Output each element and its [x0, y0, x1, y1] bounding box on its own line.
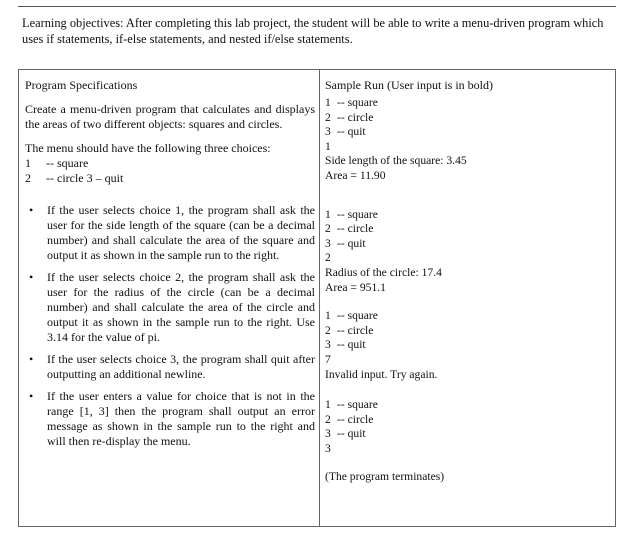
- bullet-icon: •: [29, 203, 34, 217]
- requirements-list: [25, 203, 315, 449]
- sample-run-block-3: 1 -- square 2 -- circle 3 -- quit 7 Invalid input. Try again.: [325, 309, 611, 382]
- specifications-intro: Create a menu-driven program that calculates and displays the areas of two different objects: squares and circles.: [25, 102, 315, 131]
- sample-run-block-4: 1 -- square 2 -- circle 3 -- quit 3: [325, 398, 611, 456]
- menu-choice-1-number: 1: [25, 156, 31, 170]
- column-divider: [319, 70, 320, 526]
- user-input: 2: [325, 251, 331, 265]
- specifications-header: Program Specifications: [25, 78, 138, 92]
- bullet-icon: •: [29, 270, 34, 284]
- program-terminates-note: (The program terminates): [325, 470, 445, 484]
- user-input: 3: [325, 441, 331, 455]
- sample-run-column: [325, 78, 611, 485]
- menu-choice-2-number: 2: [25, 171, 31, 185]
- bullet-icon: •: [29, 352, 34, 366]
- requirement-item: • If the user selects choice 1, the program shall ask the user for the side length of the square (can be a decimal number) and shall calculate the area of the square and output it as shown in the sample run to the right.: [29, 203, 315, 262]
- user-input: 7: [325, 352, 331, 366]
- sample-run-header: Sample Run (User input is in bold): [325, 78, 493, 92]
- learning-objectives: Learning objectives: After completing this lab project, the student will be able to write a menu-driven program which uses if statements, if-else statements, and nested if/else statements.: [22, 16, 604, 46]
- requirement-item: • If the user selects choice 2, the program shall ask the user for the radius of the circle (can be a decimal number) and shall calculate the area of the circle and output it as shown in the sample run to the right. Use 3.14 for the value of pi.: [29, 270, 315, 344]
- sample-run-block-1: 1 -- square 2 -- circle 3 -- quit 1 Side length of the square: 3.45 Area = 11.90: [325, 96, 611, 184]
- requirement-item: • If the user enters a value for choice that is not in the range [1, 3] then the program shall output an error message as shown in the sample run to the right and will then re-display the menu.: [29, 389, 315, 448]
- menu-choice-1-text: -- square: [46, 156, 89, 170]
- menu-choice-2-text: -- circle 3 – quit: [46, 171, 124, 185]
- sample-run-block-2: 1 -- square 2 -- circle 3 -- quit 2 Radius of the circle: 17.4 Area = 951.1: [325, 208, 611, 296]
- user-input: 1: [325, 139, 331, 153]
- spec-table: [18, 69, 616, 527]
- bullet-icon: •: [29, 389, 34, 403]
- specifications-column: [25, 78, 315, 456]
- menu-choice-2: [25, 171, 315, 186]
- menu-intro: The menu should have the following three choices:: [25, 141, 271, 155]
- requirement-item: • If the user selects choice 3, the program shall quit after outputting an additional newline.: [29, 352, 315, 381]
- top-rule: [18, 6, 616, 7]
- menu-choice-1: [25, 156, 315, 171]
